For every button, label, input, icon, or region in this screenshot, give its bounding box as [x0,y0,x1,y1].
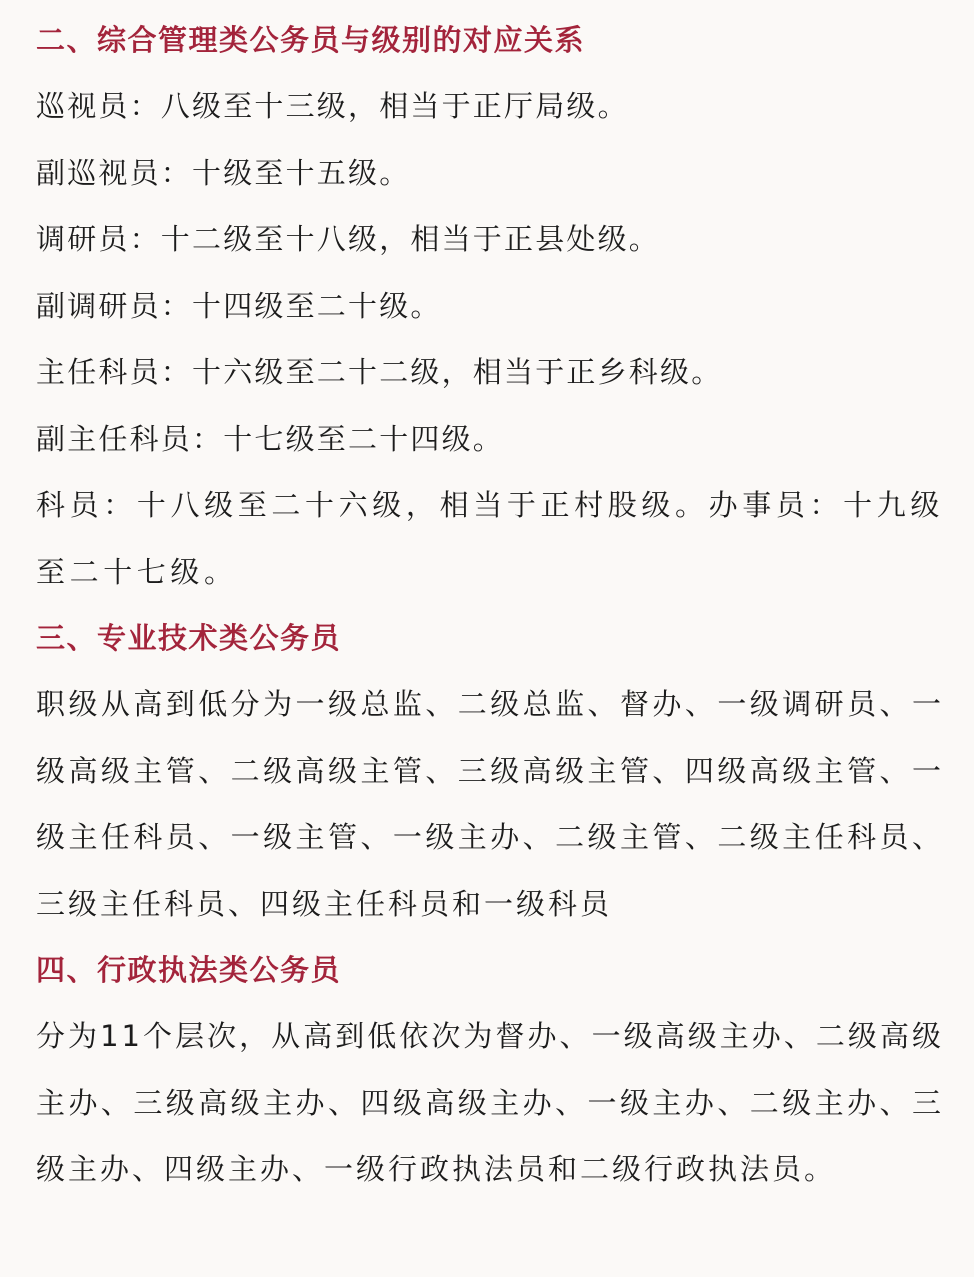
rank-line-deputy-principal-staff: 副主任科员：十七级至二十四级。 [36,421,505,456]
rank-paragraph-staff-clerk: 科员：十八级至二十六级，相当于正村股级。办事员：十九级至二十七级。 [36,488,944,589]
rank-line-deputy-inspector: 副巡视员：十级至十五级。 [36,155,411,190]
rank-line-inspector: 巡视员：八级至十三级，相当于正厅局级。 [36,89,629,123]
professional-technical-paragraph: 职级从高到低分为一级总监、二级总监、督办、一级调研员、一级高级主管、二级高级主管、三级高级主管、四级高级主管、一级主任科员、一级主管、一级主办、二级主管、二级主任科员、三级主任科员、四级主任科员和一级科员 [36,687,944,921]
rank-line-deputy-researcher: 副调研员：十四级至二十级。 [36,288,442,323]
rank-line-principal-staff: 主任科员：十六级至二十二级，相当于正乡科级。 [36,355,723,389]
rank-line-researcher: 调研员：十二级至十八级，相当于正县处级。 [36,222,661,256]
document-page [0,7,974,1277]
administrative-enforcement-paragraph: 分为11个层次，从高到低依次为督办、一级高级主办、二级高级主办、三级高级主办、四级高级主办、一级主办、二级主办、三级主办、四级主办、一级行政执法员和二级行政执法员。 [36,1019,944,1186]
section-heading-administrative-enforcement: 四、行政执法类公务员 [36,953,342,987]
section-heading-comprehensive-management: 二、综合管理类公务员与级别的对应关系 [36,23,586,57]
section-heading-professional-technical: 三、专业技术类公务员 [36,621,342,655]
